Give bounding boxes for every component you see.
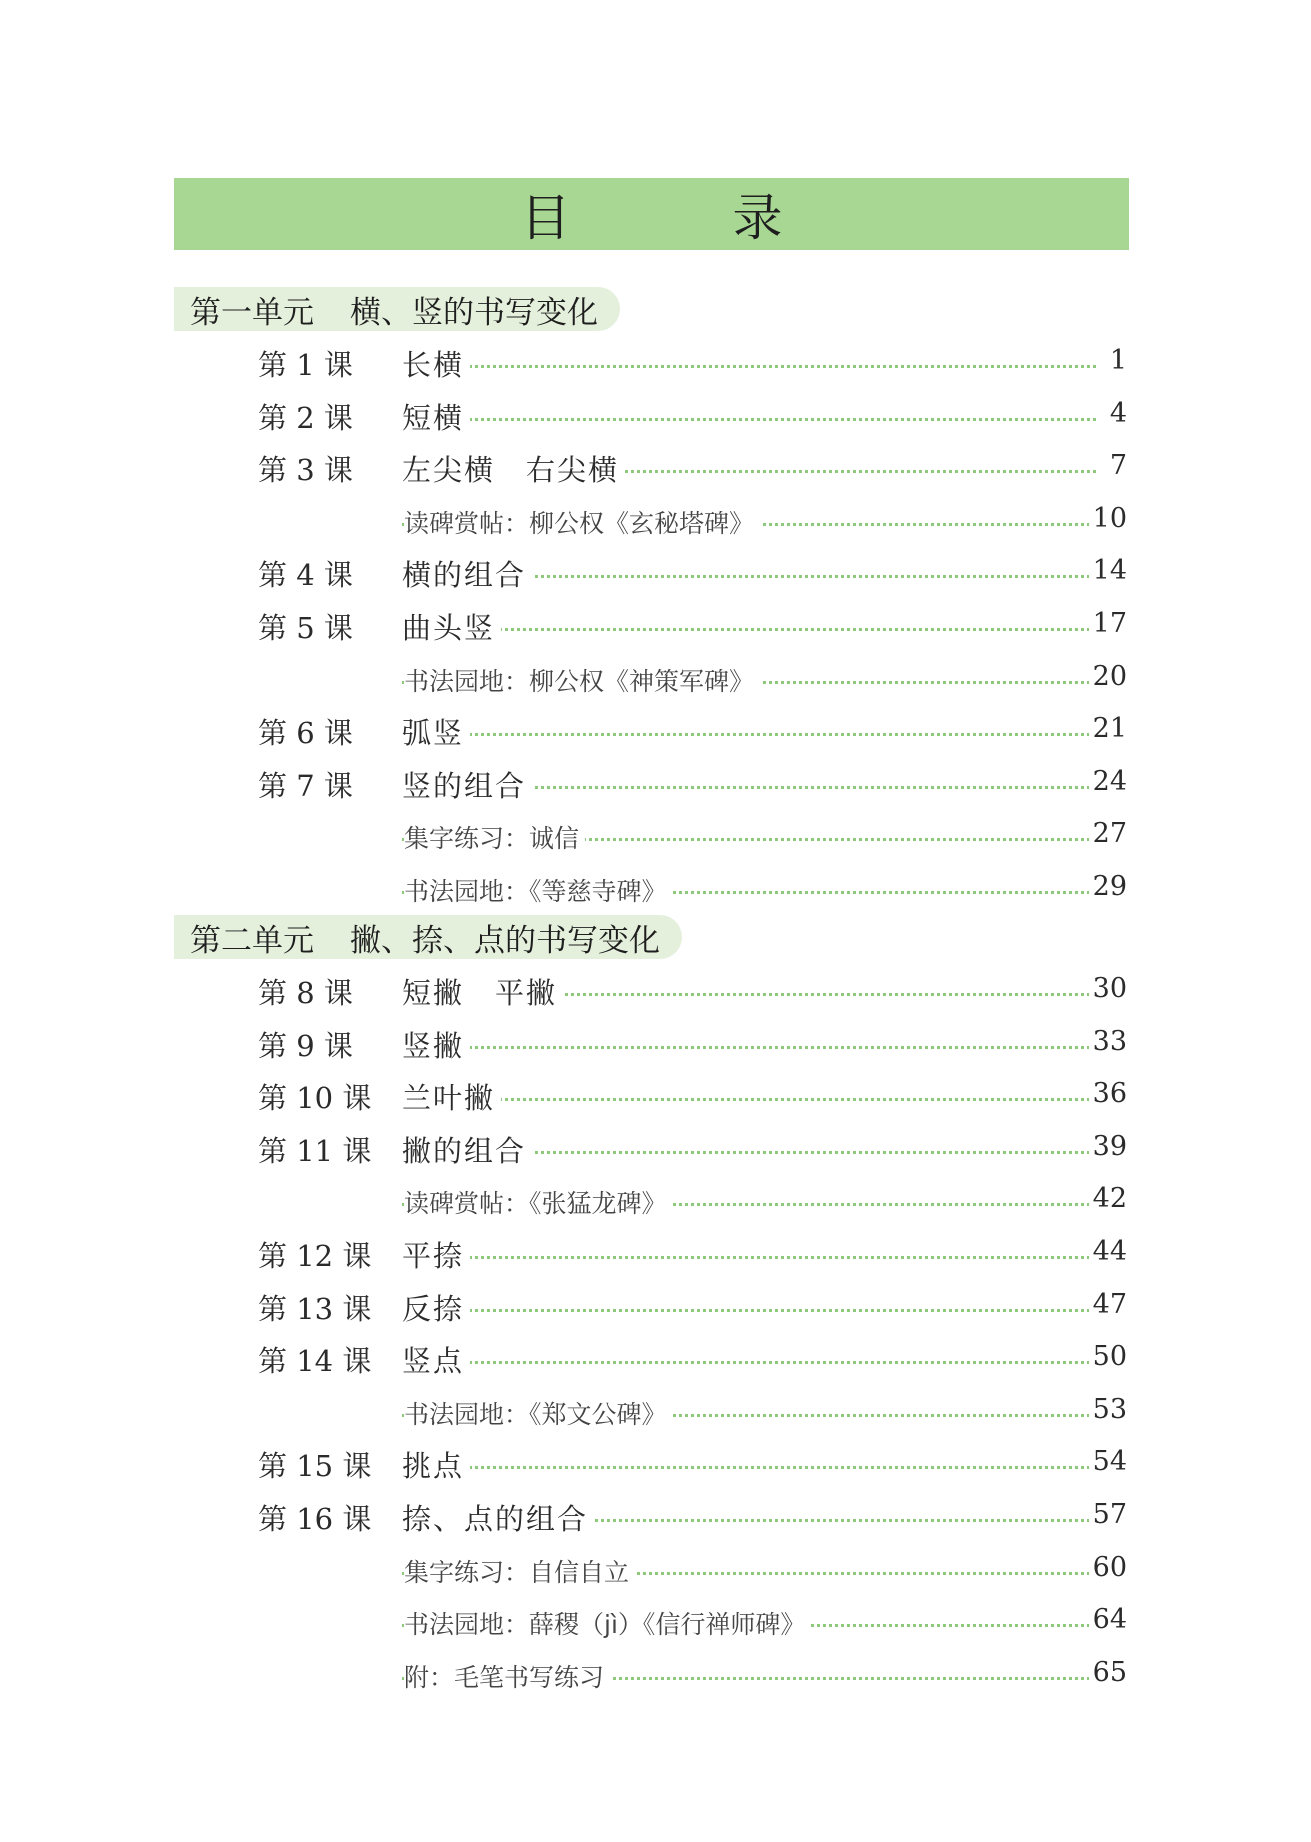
page-number: 50: [1089, 1341, 1127, 1372]
page-number: 57: [1089, 1499, 1127, 1530]
lesson-number: 第 9 课: [258, 1029, 353, 1063]
toc-sub-entry[interactable]: [0, 651, 1311, 703]
toc-lesson-entry[interactable]: [0, 1436, 1311, 1488]
toc-sub-entry[interactable]: [0, 1384, 1311, 1436]
entry-title: 曲头竖: [402, 606, 501, 647]
toc-sub-entry[interactable]: [0, 808, 1311, 860]
unit-name: 撇、捺、点的书写变化: [350, 922, 660, 959]
toc-lesson-entry[interactable]: [0, 963, 1311, 1015]
dotted-leader: [402, 418, 1096, 421]
toc-lesson-entry[interactable]: [0, 1068, 1311, 1120]
toc-sub-entry[interactable]: [0, 493, 1311, 545]
lesson-number: 第 3 课: [258, 453, 353, 487]
page-number: 53: [1089, 1394, 1127, 1425]
lesson-number: 第 5 课: [258, 611, 353, 645]
unit-number: 第二单元: [190, 922, 314, 959]
entry-title: 平捺: [402, 1234, 470, 1275]
page-number: 47: [1089, 1289, 1127, 1320]
entry-title: 竖撇: [402, 1024, 470, 1065]
dotted-leader: [402, 1046, 1096, 1049]
lesson-number: 第 2 课: [258, 401, 353, 435]
entry-title: 集字练习：自信自立: [404, 1553, 635, 1589]
page-number: 33: [1089, 1026, 1127, 1057]
toc-lesson-entry[interactable]: [0, 1489, 1311, 1541]
page-number: 20: [1089, 661, 1127, 692]
toc-sub-entry[interactable]: [0, 1647, 1311, 1699]
toc-sub-entry[interactable]: [0, 1173, 1311, 1225]
lesson-number: 第 14 课: [258, 1344, 372, 1378]
lesson-number: 第 12 课: [258, 1239, 372, 1273]
dotted-leader: [402, 1309, 1096, 1312]
dotted-leader: [402, 628, 1096, 631]
toc-lesson-entry[interactable]: [0, 1016, 1311, 1068]
entry-title: 短撇 平撇: [402, 971, 563, 1012]
page-number: 60: [1089, 1552, 1127, 1583]
toc-title: 目 录: [520, 189, 839, 247]
page-number: 17: [1089, 608, 1127, 639]
toc-lesson-entry[interactable]: [0, 545, 1311, 597]
entry-title: 读碑赏帖：柳公权《玄秘塔碑》: [404, 504, 760, 540]
entry-title: 书法园地：薛稷（jì）《信行禅师碑》: [404, 1605, 811, 1641]
page-number: 29: [1089, 871, 1127, 902]
entry-title: 捺、点的组合: [402, 1497, 594, 1538]
toc-lesson-entry[interactable]: [0, 440, 1311, 492]
toc-lesson-entry[interactable]: [0, 1121, 1311, 1173]
toc-lesson-entry[interactable]: [0, 1226, 1311, 1278]
entry-title: 附：毛笔书写练习: [404, 1658, 610, 1694]
toc-title-bar: [174, 178, 1129, 250]
entry-title: 竖的组合: [402, 764, 532, 805]
page-number: 30: [1089, 973, 1127, 1004]
unit-number: 第一单元: [190, 294, 314, 331]
page-number: 54: [1089, 1446, 1127, 1477]
lesson-number: 第 11 课: [258, 1134, 372, 1168]
entry-title: 书法园地：柳公权《神策军碑》: [404, 662, 760, 698]
page-number: 27: [1089, 818, 1127, 849]
page-number: 21: [1089, 713, 1127, 744]
lesson-number: 第 10 课: [258, 1081, 372, 1115]
page-number: 42: [1089, 1183, 1127, 1214]
lesson-number: 第 1 课: [258, 348, 353, 382]
entry-title: 长横: [402, 343, 470, 384]
page-number: 4: [1106, 398, 1127, 429]
unit-heading: [174, 287, 620, 331]
page-number: 10: [1089, 503, 1127, 534]
entry-title: 书法园地：《等慈寺碑》: [404, 872, 673, 908]
unit-name: 横、竖的书写变化: [350, 294, 598, 331]
page-number: 7: [1106, 450, 1127, 481]
toc-sub-entry[interactable]: [0, 1542, 1311, 1594]
toc-lesson-entry[interactable]: [0, 388, 1311, 440]
page-number: 36: [1089, 1078, 1127, 1109]
entry-title: 短横: [402, 396, 470, 437]
entry-title: 兰叶撇: [402, 1076, 501, 1117]
lesson-number: 第 4 课: [258, 558, 353, 592]
lesson-number: 第 13 课: [258, 1292, 372, 1326]
entry-title: 集字练习：诚信: [404, 819, 585, 855]
dotted-leader: [402, 1256, 1096, 1259]
lesson-number: 第 15 课: [258, 1449, 372, 1483]
toc-lesson-entry[interactable]: [0, 598, 1311, 650]
lesson-number: 第 8 课: [258, 976, 353, 1010]
entry-title: 挑点: [402, 1444, 470, 1485]
entry-title: 左尖横 右尖横: [402, 448, 625, 489]
page-number: 64: [1089, 1604, 1127, 1635]
page-number: 1: [1106, 345, 1127, 376]
toc-sub-entry[interactable]: [0, 861, 1311, 913]
entry-title: 竖点: [402, 1339, 470, 1380]
dotted-leader: [402, 733, 1096, 736]
entry-title: 反捺: [402, 1287, 470, 1328]
toc-lesson-entry[interactable]: [0, 1331, 1311, 1383]
dotted-leader: [402, 1361, 1096, 1364]
entry-title: 撇的组合: [402, 1129, 532, 1170]
toc-lesson-entry[interactable]: [0, 1279, 1311, 1331]
entry-title: 弧竖: [402, 711, 470, 752]
toc-lesson-entry[interactable]: [0, 703, 1311, 755]
lesson-number: 第 7 课: [258, 769, 353, 803]
page-number: 65: [1089, 1657, 1127, 1688]
lesson-number: 第 16 课: [258, 1502, 372, 1536]
toc-sub-entry[interactable]: [0, 1594, 1311, 1646]
entry-title: 横的组合: [402, 553, 532, 594]
page-number: 39: [1089, 1131, 1127, 1162]
lesson-number: 第 6 课: [258, 716, 353, 750]
page-number: 14: [1089, 555, 1127, 586]
dotted-leader: [402, 1466, 1096, 1469]
page-number: 44: [1089, 1236, 1127, 1267]
entry-title: 书法园地：《郑文公碑》: [404, 1395, 673, 1431]
dotted-leader: [402, 365, 1096, 368]
page-number: 24: [1089, 766, 1127, 797]
toc-lesson-entry[interactable]: [0, 756, 1311, 808]
dotted-leader: [402, 1098, 1096, 1101]
entry-title: 读碑赏帖：《张猛龙碑》: [404, 1184, 673, 1220]
toc-lesson-entry[interactable]: [0, 335, 1311, 387]
unit-heading: [174, 915, 682, 959]
